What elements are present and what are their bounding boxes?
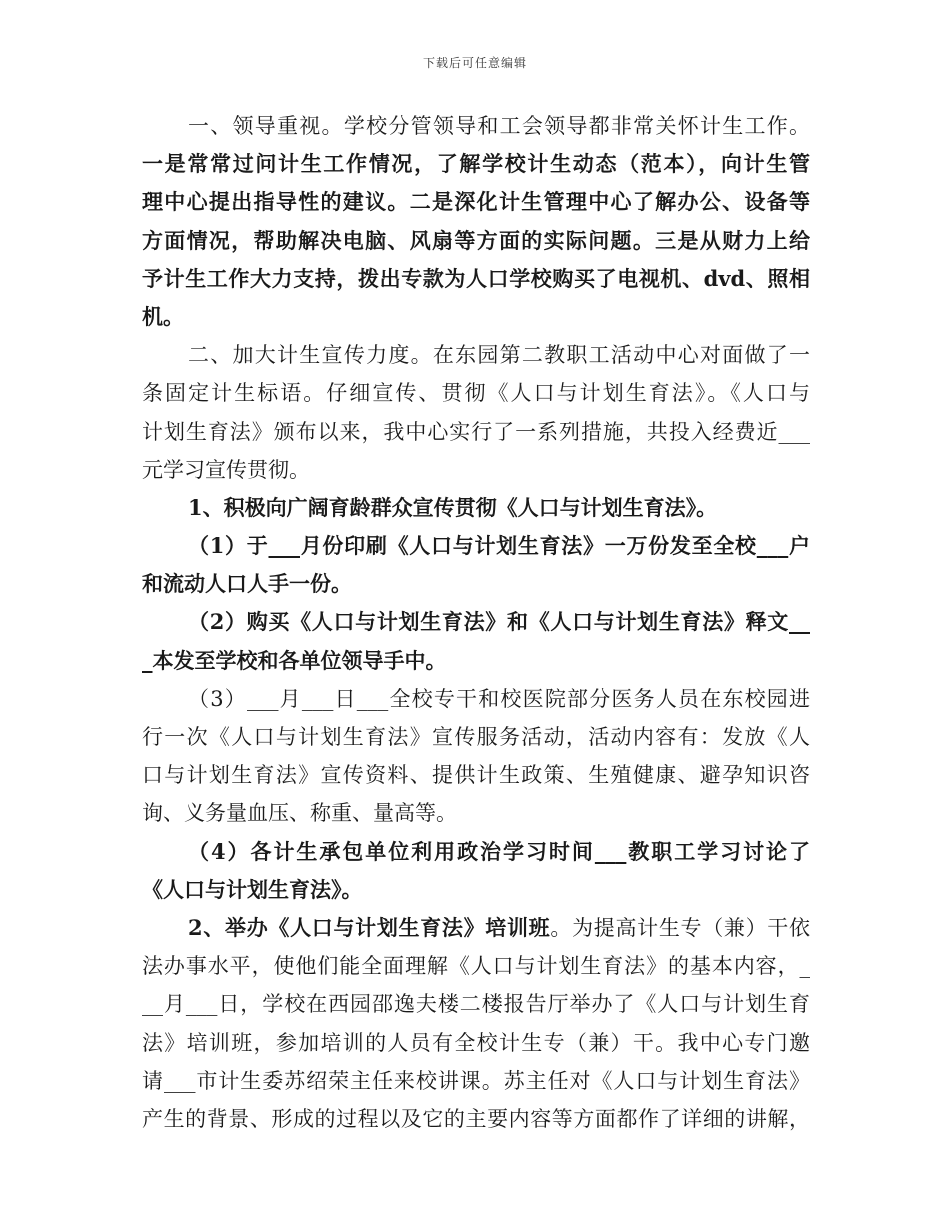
text-line: 行一次《人口与计划生育法》宣传服务活动，活动内容有：发放《人 bbox=[142, 725, 810, 749]
text-line: 和流动人口人手一份。 bbox=[142, 571, 352, 597]
text-line: （2）购买《人口与计划生育法》和《人口与计划生育法》释文__ bbox=[188, 609, 810, 635]
text-line: 请___市计生委苏绍荣主任来校讲课。苏主任对《人口与计划生育法》 bbox=[142, 1068, 810, 1093]
text-line: 法》培训班，参加培训的人员有全校计生专（兼）干。我中心专门邀 bbox=[142, 1030, 810, 1055]
text-line: 予计生工作大力支持，拨出专款为人口学校购买了电视机、dvd、照相 bbox=[142, 265, 810, 291]
text-line: 理中心提出指导性的建议。二是深化计生管理中心了解办公、设备等 bbox=[142, 189, 810, 215]
text-line bbox=[142, 909, 810, 947]
text-line: __月___日，学校在西园邵逸夫楼二楼报告厅举办了《人口与计划生育 bbox=[142, 992, 810, 1017]
text-line: 口与计划生育法》宣传资料、提供计生政策、生殖健康、避孕知识咨 bbox=[142, 763, 810, 788]
text-line: （4）各计生承包单位利用政治学习时间___教职工学习讨论了 bbox=[188, 838, 810, 864]
text-line: （3）___月___日___全校专干和校医院部分医务人员在东校园进 bbox=[188, 686, 810, 711]
text-line: 一、领导重视。学校分管领导和工会领导都非常关怀计生工作。 bbox=[188, 114, 810, 138]
text-line: 1、积极向广阔育龄群众宣传贯彻《人口与计划生育法》。 bbox=[188, 494, 718, 520]
text-line: 机。 bbox=[142, 303, 184, 329]
text-line: _本发至学校和各单位领导手中。 bbox=[142, 647, 447, 673]
text-line: 一是常常过问计生工作情况，了解学校计生动态（范本），向计生管 bbox=[142, 151, 810, 177]
text-line: 询、义务量血压、称重、量高等。 bbox=[142, 801, 457, 826]
text-line: 元学习宣传贯彻。 bbox=[142, 457, 310, 482]
text-line: 法办事水平，使他们能全面理解《人口与计划生育法》的基本内容，_ bbox=[142, 954, 810, 979]
document-body bbox=[142, 107, 810, 1138]
text-span: 。为提高计生专（兼）干依 bbox=[550, 915, 810, 940]
text-line: （1）于___月份印刷《人口与计划生育法》一万份发至全校___户 bbox=[188, 533, 810, 559]
text-line: 方面情况，帮助解决电脑、风扇等方面的实际问题。三是从财力上给 bbox=[142, 227, 810, 253]
text-line: 产生的背景、形成的过程以及它的主要内容等方面都作了详细的讲解， bbox=[142, 1106, 810, 1131]
bold-heading-span: 2、举办《人口与计划生育法》培训班 bbox=[188, 914, 551, 940]
text-line: 二、加大计生宣传力度。在东园第二教职工活动中心对面做了一 bbox=[188, 343, 810, 368]
text-line: 《人口与计划生育法》。 bbox=[142, 876, 363, 902]
text-line: 条固定计生标语。仔细宣传、贯彻《人口与计划生育法》。《人口与 bbox=[142, 381, 810, 406]
page-header: 下载后可任意编辑 bbox=[422, 56, 527, 70]
text-line: 计划生育法》颁布以来，我中心实行了一系列措施，共投入经费近___ bbox=[142, 419, 810, 444]
